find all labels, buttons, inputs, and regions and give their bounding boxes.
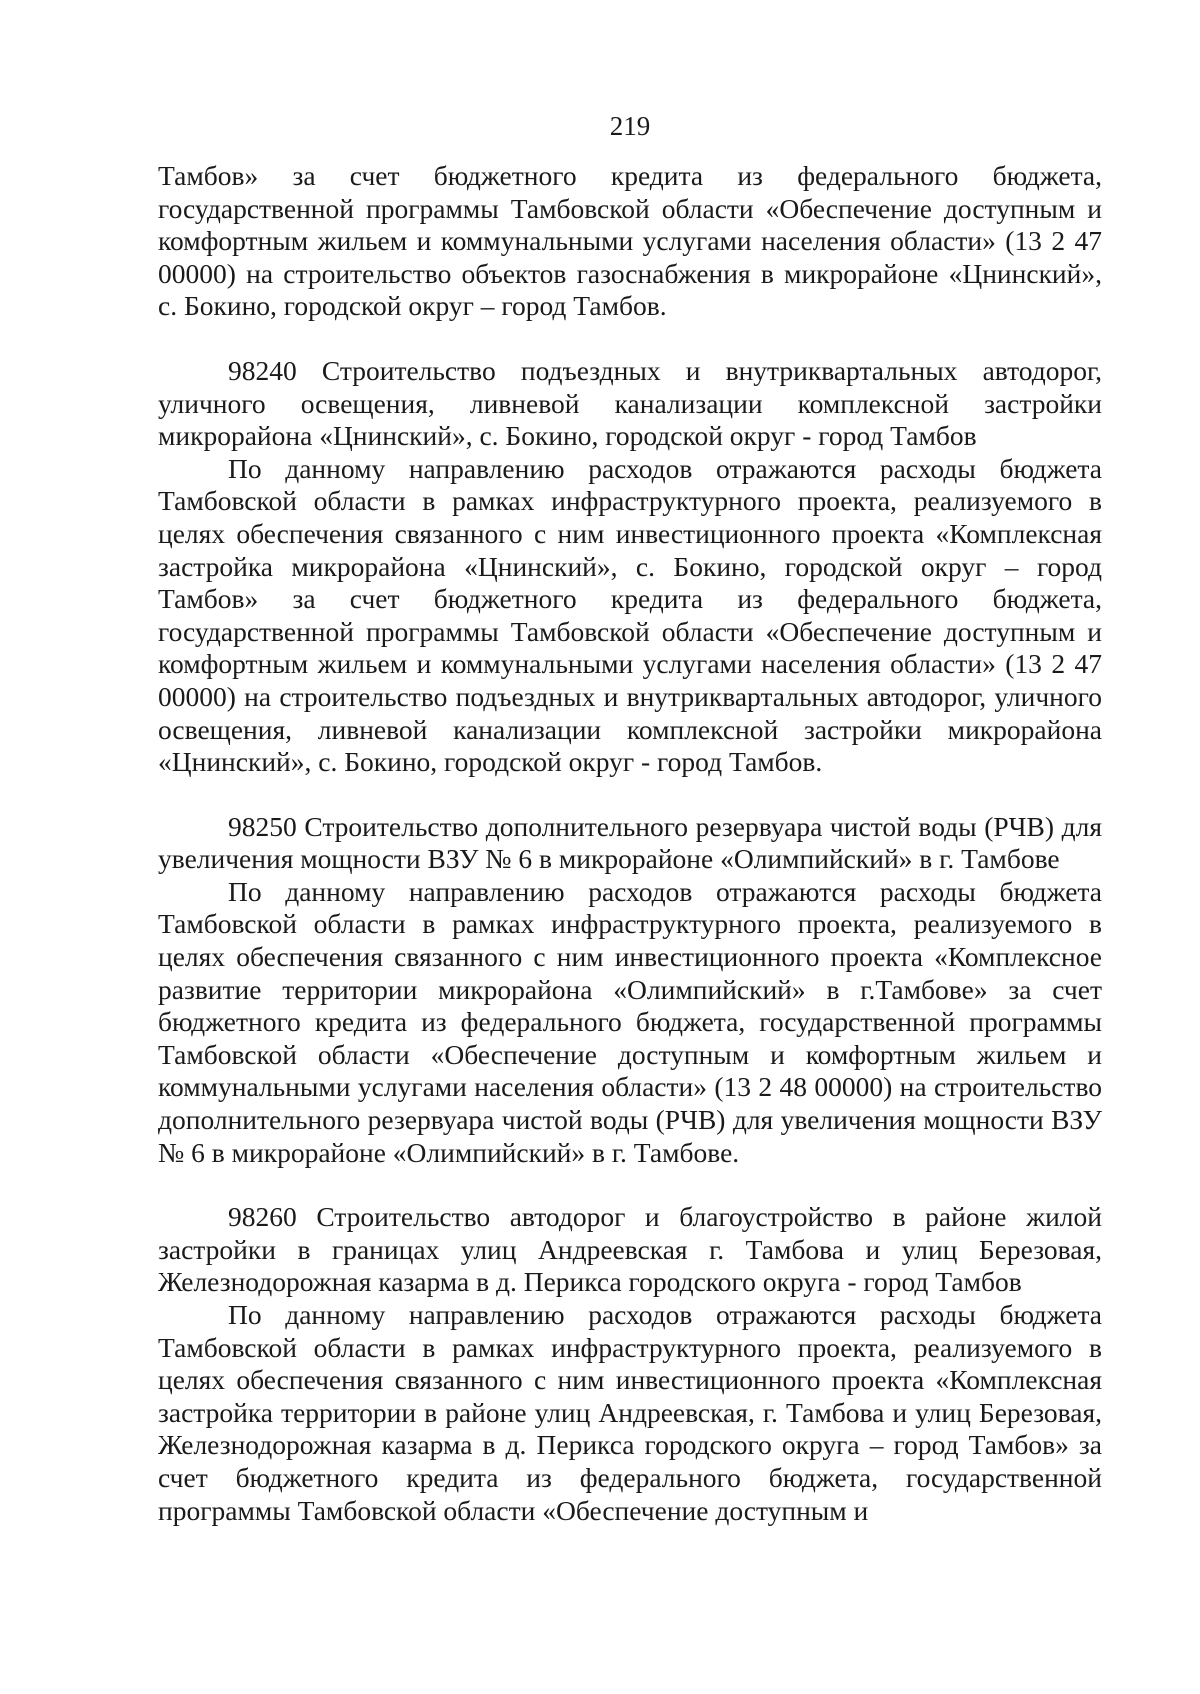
section-heading-98250: 98250 Строительство дополнительного резервуара чистой воды (РЧВ) для увеличения мощности ВЗУ № 6 в микрорайоне «Олимпийский» в г. Тамбове <box>158 810 1102 875</box>
section-heading-98260: 98260 Строительство автодорог и благоустройство в районе жилой застройки в границах улиц Андреевская г. Тамбова и улиц Березовая, Железнодорожная казарма в д. Перикса городского округа - город Тамбов <box>158 1201 1102 1298</box>
section-body-98240: По данному направлению расходов отражаются расходы бюджета Тамбовской области в рамках инфраструктурного проекта, реализуемого в целях обеспечения связанного с ним инвестиционного проекта «Комплексная застройка микрорайона «Цнинский», с. Бокино, городской округ – город Тамбов» за счет бюджетного кредита из федерального бюджета, государственной программы Тамбовской области «Обеспечение доступным и комфортным жильем и коммунальными услугами населения области» (13 2 47 00000) на строительство подъездных и внутриквартальных автодорог, уличного освещения, ливневой канализации комплексной застройки микрорайона «Цнинский», с. Бокино, городской округ - город Тамбов. <box>158 452 1102 778</box>
document-body <box>158 160 1102 1527</box>
paragraph-continuation: Тамбов» за счет бюджетного кредита из федерального бюджета, государственной программы Тамбовской области «Обеспечение доступным и комфортным жильем и коммунальными услугами населения области» (13 2 47 00000) на строительство объектов газоснабжения в микрорайоне «Цнинский», с. Бокино, городской округ – город Тамбов. <box>158 160 1102 322</box>
section-heading-98240: 98240 Строительство подъездных и внутриквартальных автодорог, уличного освещения, ливневой канализации комплексной застройки микрорайона «Цнинский», с. Бокино, городской округ - город Тамбов <box>158 354 1102 452</box>
section-body-98250: По данному направлению расходов отражаются расходы бюджета Тамбовской области в рамках инфраструктурного проекта, реализуемого в целях обеспечения связанного с ним инвестиционного проекта «Комплексное развитие территории микрорайона «Олимпийский» в г.Тамбове» за счет бюджетного кредита из федерального бюджета, государственной программы Тамбовской области «Обеспечение доступным и комфортным жильем и коммунальными услугами населения области» (13 2 48 00000) на строительство дополнительного резервуара чистой воды (РЧВ) для увеличения мощности ВЗУ № 6 в микрорайоне «Олимпийский» в г. Тамбове. <box>158 875 1102 1168</box>
page-number: 219 <box>609 111 651 141</box>
section-body-98260: По данному направлению расходов отражаются расходы бюджета Тамбовской области в рамках инфраструктурного проекта, реализуемого в целях обеспечения связанного с ним инвестиционного проекта «Комплексная застройка территории в районе улиц Андреевская, г. Тамбова и улиц Березовая, Железнодорожная казарма в д. Перикса городского округа – город Тамбов» за счет бюджетного кредита из федерального бюджета, государственной программы Тамбовской области «Обеспечение доступным и <box>158 1299 1102 1526</box>
